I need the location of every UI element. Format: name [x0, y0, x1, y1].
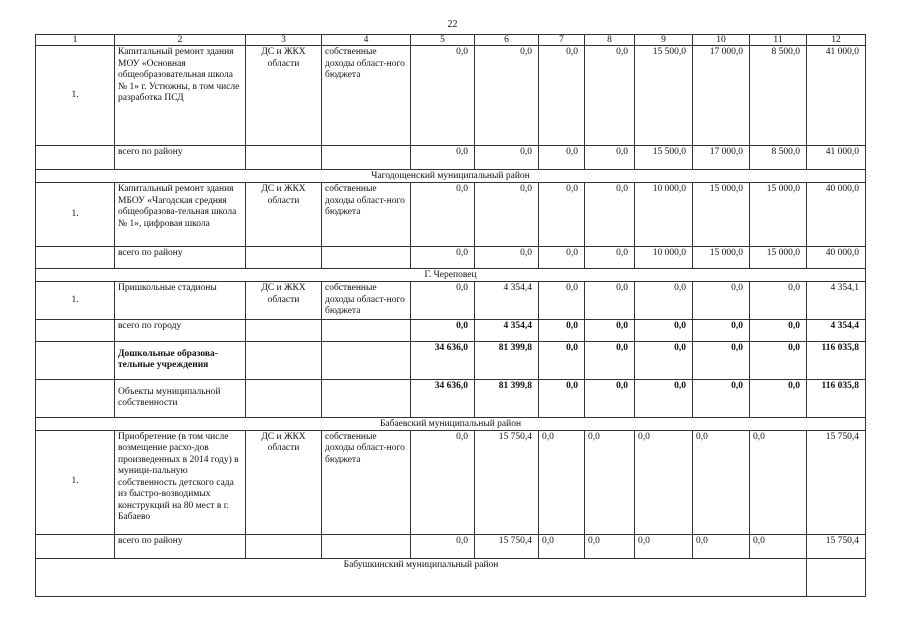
value-cell: 15 000,0 — [750, 247, 807, 269]
responsible-cell — [246, 379, 322, 417]
page-number: 22 — [447, 19, 458, 30]
value-cell: 41 000,0 — [807, 146, 866, 170]
section-title: Бабаевский муниципальный район — [36, 417, 866, 430]
value-cell: 0,0 — [585, 319, 635, 341]
row-name: Капитальный ремонт здания МОУ «Основная общеобразовательная школа № 1» г. Устюжны, в том числе разработка ПСД — [115, 46, 246, 146]
value-cell: 17 000,0 — [693, 46, 750, 146]
row-number — [36, 319, 115, 341]
value-cell: 0,0 — [539, 341, 585, 379]
section-row — [36, 269, 866, 282]
responsible-cell: ДС и ЖКХ области — [246, 430, 322, 534]
value-cell: 8 500,0 — [750, 146, 807, 170]
value-cell: 0,0 — [635, 534, 693, 558]
budget-table — [35, 34, 866, 597]
value-cell: 15 000,0 — [693, 183, 750, 247]
value-cell: 0,0 — [585, 379, 635, 417]
table-body — [36, 35, 866, 597]
value-cell: 0,0 — [475, 183, 539, 247]
value-cell: 116 035,8 — [807, 379, 866, 417]
value-cell: 15 000,0 — [693, 247, 750, 269]
column-header: 11 — [750, 35, 807, 46]
column-header: 12 — [807, 35, 866, 46]
source-cell — [322, 146, 411, 170]
section-title: Г. Череповец — [36, 269, 866, 282]
value-cell: 0,0 — [635, 319, 693, 341]
responsible-cell: ДС и ЖКХ области — [246, 183, 322, 247]
table-row — [36, 319, 866, 341]
value-cell: 15 750,4 — [807, 534, 866, 558]
table-row — [36, 146, 866, 170]
value-cell: 0,0 — [475, 146, 539, 170]
value-cell: 0,0 — [585, 247, 635, 269]
value-cell: 0,0 — [539, 282, 585, 320]
value-cell: 0,0 — [585, 146, 635, 170]
table-row — [36, 341, 866, 379]
value-cell: 0,0 — [635, 341, 693, 379]
source-cell — [322, 319, 411, 341]
value-cell: 0,0 — [539, 46, 585, 146]
value-cell: 0,0 — [539, 183, 585, 247]
value-cell: 4 354,1 — [807, 282, 866, 320]
column-header: 8 — [585, 35, 635, 46]
value-cell: 0,0 — [750, 319, 807, 341]
responsible-cell — [246, 319, 322, 341]
value-cell: 0,0 — [411, 430, 475, 534]
value-cell: 0,0 — [750, 341, 807, 379]
section-row — [36, 417, 866, 430]
source-cell — [322, 247, 411, 269]
value-cell: 0,0 — [585, 282, 635, 320]
row-number — [36, 146, 115, 170]
value-cell: 0,0 — [539, 247, 585, 269]
row-name: Пришкольные стадионы — [115, 282, 246, 320]
column-header: 10 — [693, 35, 750, 46]
source-cell: собственные доходы област-ного бюджета — [322, 183, 411, 247]
value-cell: 116 035,8 — [807, 341, 866, 379]
table-row — [36, 282, 866, 320]
value-cell: 0,0 — [635, 282, 693, 320]
column-header: 2 — [115, 35, 246, 46]
value-cell: 15 750,4 — [807, 430, 866, 534]
value-cell: 0,0 — [693, 319, 750, 341]
source-cell — [322, 534, 411, 558]
column-header: 1 — [36, 35, 115, 46]
source-cell: собственные доходы област-ного бюджета — [322, 46, 411, 146]
row-number: 1. — [36, 430, 115, 534]
value-cell: 0,0 — [585, 183, 635, 247]
value-cell: 0,0 — [411, 319, 475, 341]
value-cell: 8 500,0 — [750, 46, 807, 146]
value-cell: 4 354,4 — [475, 319, 539, 341]
responsible-cell: ДС и ЖКХ области — [246, 46, 322, 146]
value-cell: 0,0 — [539, 146, 585, 170]
section-title: Чагодощенский муниципальный район — [36, 170, 866, 183]
row-number: 1. — [36, 46, 115, 146]
value-cell: 0,0 — [585, 534, 635, 558]
column-header: 3 — [246, 35, 322, 46]
table-row — [36, 46, 866, 146]
row-number: 1. — [36, 183, 115, 247]
row-name: Дошкольные образова-тельные учреждения — [115, 341, 246, 379]
value-cell: 0,0 — [635, 430, 693, 534]
value-cell: 0,0 — [693, 534, 750, 558]
section-title: Бабушкинский муниципальный район — [36, 558, 807, 596]
responsible-cell: ДС и ЖКХ области — [246, 282, 322, 320]
row-number — [36, 534, 115, 558]
value-cell: 34 636,0 — [411, 341, 475, 379]
value-cell: 17 000,0 — [693, 146, 750, 170]
value-cell: 0,0 — [411, 146, 475, 170]
responsible-cell — [246, 534, 322, 558]
value-cell: 10 000,0 — [635, 183, 693, 247]
value-cell: 0,0 — [585, 430, 635, 534]
responsible-cell — [246, 341, 322, 379]
value-cell: 0,0 — [693, 282, 750, 320]
value-cell: 0,0 — [693, 379, 750, 417]
table-row — [36, 247, 866, 269]
value-cell: 0,0 — [539, 379, 585, 417]
row-name: Приобретение (в том числе возмещение расхо-дов произведенных в 2014 году) в муници-пальную собственность детского сада из быстро-возводимых конструкций на 80 мест в г. Бабаево — [115, 430, 246, 534]
table-row — [36, 379, 866, 417]
value-cell: 0,0 — [539, 319, 585, 341]
row-name: Объекты муниципальной собственности — [115, 379, 246, 417]
column-header: 7 — [539, 35, 585, 46]
value-cell: 40 000,0 — [807, 247, 866, 269]
value-cell: 0,0 — [539, 534, 585, 558]
responsible-cell — [246, 146, 322, 170]
value-cell: 0,0 — [539, 430, 585, 534]
value-cell: 0,0 — [585, 46, 635, 146]
row-name: всего по району — [115, 146, 246, 170]
value-cell: 0,0 — [411, 247, 475, 269]
column-header: 4 — [322, 35, 411, 46]
value-cell: 0,0 — [750, 534, 807, 558]
column-header: 9 — [635, 35, 693, 46]
value-cell: 0,0 — [750, 430, 807, 534]
source-cell: собственные доходы област-ного бюджета — [322, 282, 411, 320]
value-cell: 34 636,0 — [411, 379, 475, 417]
source-cell — [322, 379, 411, 417]
value-cell: 81 399,8 — [475, 379, 539, 417]
row-number — [36, 247, 115, 269]
value-cell: 81 399,8 — [475, 341, 539, 379]
value-cell: 15 750,4 — [475, 430, 539, 534]
table-row — [36, 534, 866, 558]
section-row — [36, 558, 866, 596]
header-row — [36, 35, 866, 46]
value-cell: 0,0 — [750, 282, 807, 320]
row-name: всего по городу — [115, 319, 246, 341]
row-number — [36, 379, 115, 417]
empty-cell — [807, 558, 866, 596]
value-cell: 10 000,0 — [635, 247, 693, 269]
value-cell: 0,0 — [411, 46, 475, 146]
responsible-cell — [246, 247, 322, 269]
value-cell: 15 750,4 — [475, 534, 539, 558]
source-cell: собственные доходы област-ного бюджета — [322, 430, 411, 534]
row-name: всего по району — [115, 534, 246, 558]
value-cell: 0,0 — [635, 379, 693, 417]
value-cell: 0,0 — [585, 341, 635, 379]
row-number — [36, 341, 115, 379]
value-cell: 15 500,0 — [635, 146, 693, 170]
value-cell: 0,0 — [475, 46, 539, 146]
table-row — [36, 430, 866, 534]
value-cell: 0,0 — [750, 379, 807, 417]
value-cell: 0,0 — [693, 341, 750, 379]
column-header: 5 — [411, 35, 475, 46]
source-cell — [322, 341, 411, 379]
section-row — [36, 170, 866, 183]
value-cell: 0,0 — [411, 534, 475, 558]
row-name: Капитальный ремонт здания МБОУ «Чагодская средняя общеобразова-тельная школа № 1», цифровая школа — [115, 183, 246, 247]
value-cell: 40 000,0 — [807, 183, 866, 247]
row-name: всего по району — [115, 247, 246, 269]
value-cell: 4 354,4 — [475, 282, 539, 320]
value-cell: 15 000,0 — [750, 183, 807, 247]
value-cell: 0,0 — [411, 183, 475, 247]
value-cell: 0,0 — [693, 430, 750, 534]
value-cell: 41 000,0 — [807, 46, 866, 146]
value-cell: 0,0 — [475, 247, 539, 269]
table-row — [36, 183, 866, 247]
value-cell: 4 354,4 — [807, 319, 866, 341]
column-header: 6 — [475, 35, 539, 46]
value-cell: 15 500,0 — [635, 46, 693, 146]
value-cell: 0,0 — [411, 282, 475, 320]
row-number: 1. — [36, 282, 115, 320]
